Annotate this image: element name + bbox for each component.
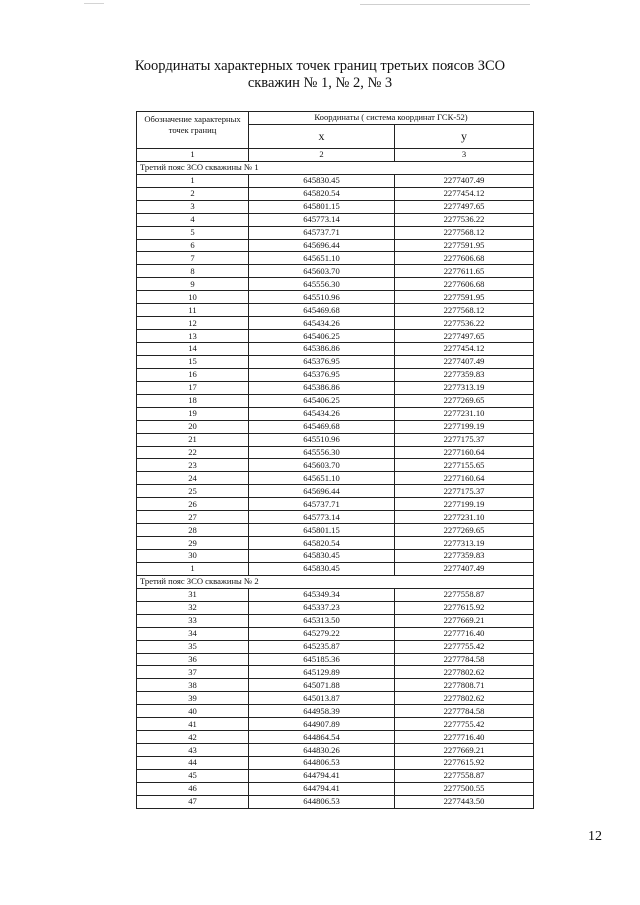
table-row (137, 692, 534, 705)
table-row (137, 782, 534, 795)
point-number-cell: 23 (137, 459, 249, 472)
y-coordinate-cell: 2277615.92 (395, 601, 534, 614)
header-x: x (249, 124, 395, 148)
point-number-cell: 3 (137, 200, 249, 213)
table-row (137, 459, 534, 472)
table-row (137, 640, 534, 653)
y-coordinate-cell: 2277454.12 (395, 187, 534, 200)
y-coordinate-cell: 2277755.42 (395, 718, 534, 731)
y-coordinate-cell: 2277500.55 (395, 782, 534, 795)
y-coordinate-cell: 2277160.64 (395, 446, 534, 459)
y-coordinate-cell: 2277269.65 (395, 394, 534, 407)
x-coordinate-cell: 645185.36 (249, 653, 395, 666)
x-coordinate-cell: 645129.89 (249, 666, 395, 679)
header-coordinate-system: Координаты ( система координат ГСК-52) (249, 112, 534, 125)
y-coordinate-cell: 2277231.10 (395, 407, 534, 420)
point-number-cell: 30 (137, 550, 249, 563)
point-number-cell: 25 (137, 485, 249, 498)
point-number-cell: 46 (137, 782, 249, 795)
x-coordinate-cell: 645235.87 (249, 640, 395, 653)
point-number-cell: 24 (137, 472, 249, 485)
x-coordinate-cell: 644830.26 (249, 744, 395, 757)
table-row (137, 446, 534, 459)
point-number-cell: 37 (137, 666, 249, 679)
table-row (137, 381, 534, 394)
y-coordinate-cell: 2277443.50 (395, 795, 534, 808)
y-coordinate-cell: 2277611.65 (395, 265, 534, 278)
table-row (137, 252, 534, 265)
table-row (137, 511, 534, 524)
scan-artifact (360, 4, 530, 5)
table-row (137, 744, 534, 757)
point-number-cell: 14 (137, 343, 249, 356)
y-coordinate-cell: 2277199.19 (395, 498, 534, 511)
section-title: Третий пояс ЗСО скважины № 2 (137, 575, 534, 588)
section-header-row (137, 161, 534, 174)
point-number-cell: 39 (137, 692, 249, 705)
x-coordinate-cell: 645556.30 (249, 278, 395, 291)
point-number-cell: 16 (137, 368, 249, 381)
table-row (137, 187, 534, 200)
table-row (137, 537, 534, 550)
x-coordinate-cell: 645651.10 (249, 252, 395, 265)
x-coordinate-cell: 645510.96 (249, 291, 395, 304)
page-title (0, 58, 640, 92)
point-number-cell: 7 (137, 252, 249, 265)
table-row (137, 795, 534, 808)
y-coordinate-cell: 2277716.40 (395, 731, 534, 744)
point-number-cell: 45 (137, 769, 249, 782)
table-row (137, 200, 534, 213)
point-number-cell: 27 (137, 511, 249, 524)
point-number-cell: 44 (137, 757, 249, 770)
y-coordinate-cell: 2277784.58 (395, 653, 534, 666)
x-coordinate-cell: 645820.54 (249, 537, 395, 550)
point-number-cell: 38 (137, 679, 249, 692)
y-coordinate-cell: 2277558.87 (395, 769, 534, 782)
y-coordinate-cell: 2277407.49 (395, 355, 534, 368)
point-number-cell: 1 (137, 174, 249, 187)
x-coordinate-cell: 645434.26 (249, 407, 395, 420)
y-coordinate-cell: 2277606.68 (395, 278, 534, 291)
table-row (137, 562, 534, 575)
y-coordinate-cell: 2277568.12 (395, 226, 534, 239)
y-coordinate-cell: 2277231.10 (395, 511, 534, 524)
y-coordinate-cell: 2277407.49 (395, 174, 534, 187)
table-row (137, 239, 534, 252)
table-row (137, 705, 534, 718)
x-coordinate-cell: 645556.30 (249, 446, 395, 459)
point-number-cell: 6 (137, 239, 249, 252)
x-coordinate-cell: 645820.54 (249, 187, 395, 200)
point-number-cell: 28 (137, 524, 249, 537)
y-coordinate-cell: 2277591.95 (395, 291, 534, 304)
y-coordinate-cell: 2277454.12 (395, 343, 534, 356)
y-coordinate-cell: 2277536.22 (395, 213, 534, 226)
point-number-cell: 4 (137, 213, 249, 226)
x-coordinate-cell: 645773.14 (249, 511, 395, 524)
point-number-cell: 5 (137, 226, 249, 239)
coordinates-table (136, 111, 534, 809)
x-coordinate-cell: 645773.14 (249, 213, 395, 226)
point-number-cell: 36 (137, 653, 249, 666)
y-coordinate-cell: 2277407.49 (395, 562, 534, 575)
y-coordinate-cell: 2277359.83 (395, 550, 534, 563)
table-row (137, 213, 534, 226)
point-number-cell: 22 (137, 446, 249, 459)
y-coordinate-cell: 2277784.58 (395, 705, 534, 718)
x-coordinate-cell: 645696.44 (249, 239, 395, 252)
y-coordinate-cell: 2277160.64 (395, 472, 534, 485)
x-coordinate-cell: 645071.88 (249, 679, 395, 692)
x-coordinate-cell: 645406.25 (249, 330, 395, 343)
x-coordinate-cell: 644806.53 (249, 757, 395, 770)
table-row (137, 627, 534, 640)
y-coordinate-cell: 2277313.19 (395, 381, 534, 394)
table-row (137, 330, 534, 343)
x-coordinate-cell: 645013.87 (249, 692, 395, 705)
point-number-cell: 9 (137, 278, 249, 291)
point-number-cell: 20 (137, 420, 249, 433)
table-row (137, 433, 534, 446)
table-row (137, 550, 534, 563)
table-row (137, 731, 534, 744)
table-row (137, 757, 534, 770)
point-number-cell: 43 (137, 744, 249, 757)
table-row (137, 769, 534, 782)
table-row (137, 666, 534, 679)
x-coordinate-cell: 645651.10 (249, 472, 395, 485)
table-row (137, 601, 534, 614)
section-title: Третий пояс ЗСО скважины № 1 (137, 161, 534, 174)
table-row (137, 498, 534, 511)
y-coordinate-cell: 2277716.40 (395, 627, 534, 640)
point-number-cell: 21 (137, 433, 249, 446)
y-coordinate-cell: 2277669.21 (395, 744, 534, 757)
table-row (137, 174, 534, 187)
table-row (137, 614, 534, 627)
table-row (137, 317, 534, 330)
table-row (137, 343, 534, 356)
page-title-line-1: Координаты характерных точек границ третьих поясов ЗСО (134, 58, 506, 74)
page-number: 12 (588, 829, 602, 844)
x-coordinate-cell: 645406.25 (249, 394, 395, 407)
x-coordinate-cell: 645434.26 (249, 317, 395, 330)
x-coordinate-cell: 645469.68 (249, 420, 395, 433)
table-row (137, 485, 534, 498)
point-number-cell: 34 (137, 627, 249, 640)
x-coordinate-cell: 645830.45 (249, 562, 395, 575)
y-coordinate-cell: 2277155.65 (395, 459, 534, 472)
x-coordinate-cell: 645737.71 (249, 498, 395, 511)
column-number-3: 3 (395, 148, 534, 161)
x-coordinate-cell: 645696.44 (249, 485, 395, 498)
point-number-cell: 33 (137, 614, 249, 627)
point-number-cell: 2 (137, 187, 249, 200)
x-coordinate-cell: 645510.96 (249, 433, 395, 446)
table-row (137, 653, 534, 666)
y-coordinate-cell: 2277536.22 (395, 317, 534, 330)
y-coordinate-cell: 2277669.21 (395, 614, 534, 627)
y-coordinate-cell: 2277269.65 (395, 524, 534, 537)
table-row (137, 588, 534, 601)
point-number-cell: 19 (137, 407, 249, 420)
point-number-cell: 18 (137, 394, 249, 407)
x-coordinate-cell: 645737.71 (249, 226, 395, 239)
table-row (137, 265, 534, 278)
x-coordinate-cell: 645279.22 (249, 627, 395, 640)
point-number-cell: 29 (137, 537, 249, 550)
point-number-cell: 40 (137, 705, 249, 718)
x-coordinate-cell: 644794.41 (249, 769, 395, 782)
point-number-cell: 41 (137, 718, 249, 731)
x-coordinate-cell: 645313.50 (249, 614, 395, 627)
column-number-2: 2 (249, 148, 395, 161)
section-header-row (137, 575, 534, 588)
x-coordinate-cell: 645469.68 (249, 304, 395, 317)
x-coordinate-cell: 645603.70 (249, 265, 395, 278)
y-coordinate-cell: 2277199.19 (395, 420, 534, 433)
x-coordinate-cell: 645376.95 (249, 368, 395, 381)
x-coordinate-cell: 645830.45 (249, 550, 395, 563)
x-coordinate-cell: 645337.23 (249, 601, 395, 614)
table-row (137, 394, 534, 407)
y-coordinate-cell: 2277808.71 (395, 679, 534, 692)
y-coordinate-cell: 2277175.37 (395, 485, 534, 498)
point-number-cell: 12 (137, 317, 249, 330)
page-title-line-2: скважин № 1, № 2, № 3 (247, 75, 393, 91)
y-coordinate-cell: 2277313.19 (395, 537, 534, 550)
x-coordinate-cell: 645830.45 (249, 174, 395, 187)
x-coordinate-cell: 644958.39 (249, 705, 395, 718)
y-coordinate-cell: 2277558.87 (395, 588, 534, 601)
y-coordinate-cell: 2277802.62 (395, 692, 534, 705)
y-coordinate-cell: 2277568.12 (395, 304, 534, 317)
table-row (137, 407, 534, 420)
table-row (137, 226, 534, 239)
x-coordinate-cell: 644907.89 (249, 718, 395, 731)
point-number-cell: 8 (137, 265, 249, 278)
x-coordinate-cell: 645349.34 (249, 588, 395, 601)
x-coordinate-cell: 645801.15 (249, 200, 395, 213)
point-number-cell: 11 (137, 304, 249, 317)
table-row (137, 355, 534, 368)
column-number-1: 1 (137, 148, 249, 161)
y-coordinate-cell: 2277497.65 (395, 200, 534, 213)
x-coordinate-cell: 644864.54 (249, 731, 395, 744)
x-coordinate-cell: 645603.70 (249, 459, 395, 472)
table-row (137, 291, 534, 304)
point-number-cell: 26 (137, 498, 249, 511)
point-number-cell: 47 (137, 795, 249, 808)
point-number-cell: 15 (137, 355, 249, 368)
point-number-cell: 31 (137, 588, 249, 601)
table-row (137, 524, 534, 537)
y-coordinate-cell: 2277802.62 (395, 666, 534, 679)
point-number-cell: 17 (137, 381, 249, 394)
header-designation: Обозначение характерных точек границ (137, 112, 249, 149)
table-row (137, 472, 534, 485)
table-row (137, 679, 534, 692)
y-coordinate-cell: 2277497.65 (395, 330, 534, 343)
y-coordinate-cell: 2277359.83 (395, 368, 534, 381)
y-coordinate-cell: 2277755.42 (395, 640, 534, 653)
point-number-cell: 42 (137, 731, 249, 744)
point-number-cell: 1 (137, 562, 249, 575)
y-coordinate-cell: 2277615.92 (395, 757, 534, 770)
scan-artifact (84, 3, 104, 4)
point-number-cell: 32 (137, 601, 249, 614)
y-coordinate-cell: 2277175.37 (395, 433, 534, 446)
table-row (137, 304, 534, 317)
x-coordinate-cell: 644806.53 (249, 795, 395, 808)
x-coordinate-cell: 645376.95 (249, 355, 395, 368)
point-number-cell: 35 (137, 640, 249, 653)
x-coordinate-cell: 645386.86 (249, 343, 395, 356)
point-number-cell: 10 (137, 291, 249, 304)
point-number-cell: 13 (137, 330, 249, 343)
table-row (137, 718, 534, 731)
table-row (137, 420, 534, 433)
table-row (137, 368, 534, 381)
y-coordinate-cell: 2277606.68 (395, 252, 534, 265)
x-coordinate-cell: 644794.41 (249, 782, 395, 795)
x-coordinate-cell: 645801.15 (249, 524, 395, 537)
header-y: y (395, 124, 534, 148)
table-row (137, 278, 534, 291)
y-coordinate-cell: 2277591.95 (395, 239, 534, 252)
x-coordinate-cell: 645386.86 (249, 381, 395, 394)
